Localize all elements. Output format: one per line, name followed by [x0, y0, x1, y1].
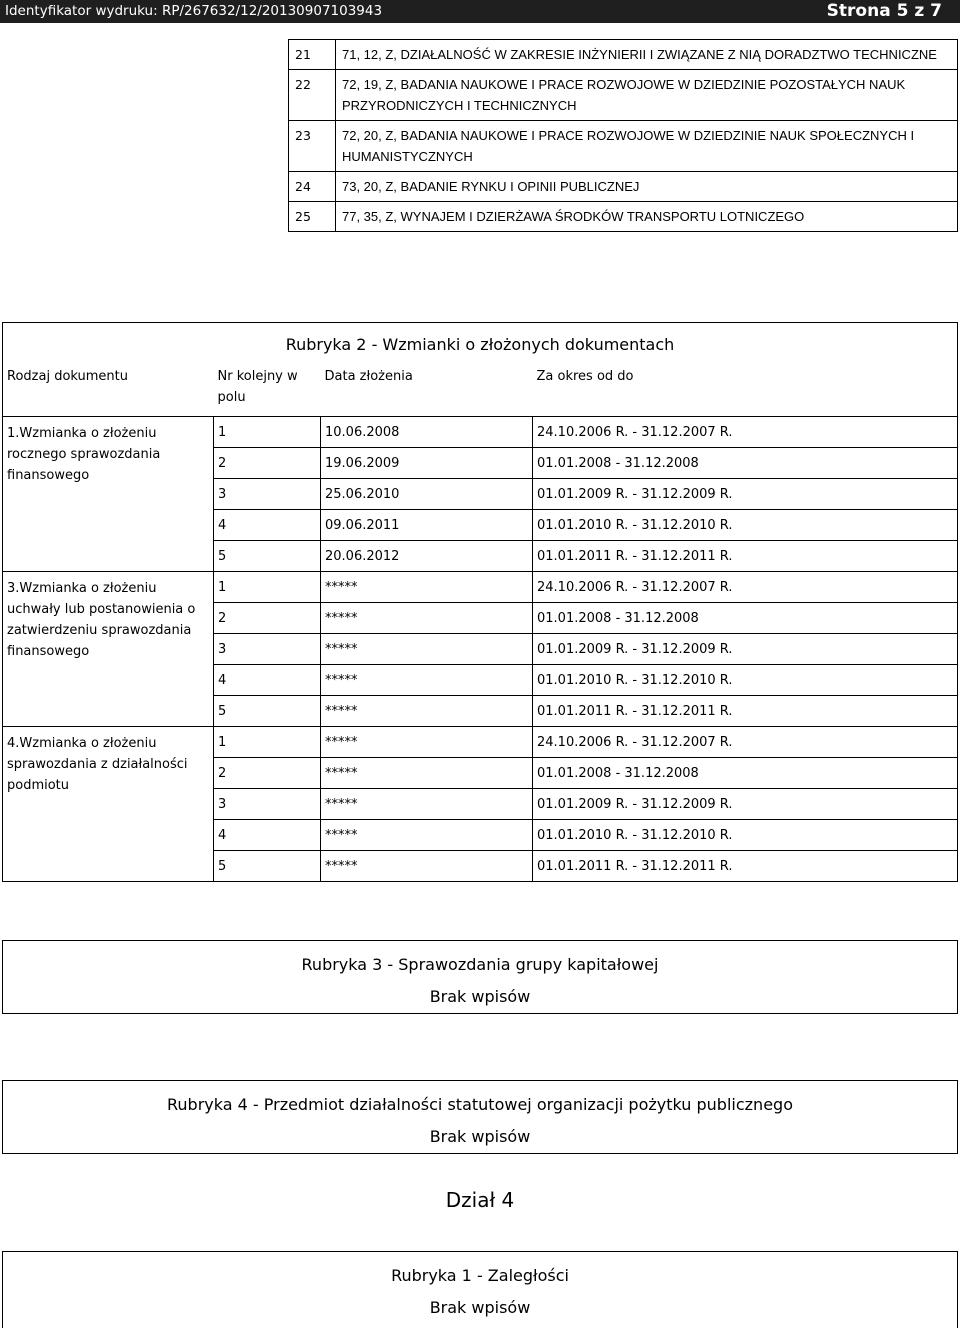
header-data: Data złożenia — [321, 358, 533, 417]
pkd-number: 22 — [289, 70, 336, 121]
entry-number: 3 — [214, 634, 321, 665]
rubryka-1-title: Rubryka 1 - Zaległości — [391, 1266, 569, 1285]
rubryka-2-title: Rubryka 2 - Wzmianki o złożonych dokumentach — [3, 323, 958, 359]
entry-number: 4 — [214, 665, 321, 696]
period: 01.01.2008 - 31.12.2008 — [533, 758, 958, 789]
submission-date: ***** — [321, 758, 533, 789]
period: 01.01.2010 R. - 31.12.2010 R. — [533, 510, 958, 541]
submission-date: ***** — [321, 696, 533, 727]
submission-date: ***** — [321, 851, 533, 882]
entry-number: 3 — [214, 479, 321, 510]
rubryka-4-box — [2, 1080, 958, 1154]
submission-date: 10.06.2008 — [321, 417, 533, 448]
entry-number: 1 — [214, 572, 321, 603]
pkd-number: 25 — [289, 202, 336, 232]
pkd-number: 24 — [289, 172, 336, 202]
submission-date: ***** — [321, 727, 533, 758]
rubryka-1-value: Brak wpisów — [429, 1298, 531, 1317]
submission-date: 19.06.2009 — [321, 448, 533, 479]
entry-number: 2 — [214, 758, 321, 789]
rubryka-3-title: Rubryka 3 - Sprawozdania grupy kapitałowej — [301, 955, 659, 974]
period: 01.01.2010 R. - 31.12.2010 R. — [533, 820, 958, 851]
rubryka-1-box — [2, 1251, 958, 1328]
entry-number: 1 — [214, 417, 321, 448]
submission-date: ***** — [321, 603, 533, 634]
pkd-description: 71, 12, Z, DZIAŁALNOŚĆ W ZAKRESIE INŻYNIERII I ZWIĄZANE Z NIĄ DORADZTWO TECHNICZNE — [336, 40, 958, 70]
pkd-description: 73, 20, Z, BADANIE RYNKU I OPINII PUBLICZNEJ — [336, 172, 958, 202]
pkd-description: 72, 19, Z, BADANIA NAUKOWE I PRACE ROZWOJOWE W DZIEDZINIE POZOSTAŁYCH NAUK PRZYRODNICZYCH I TECHNICZNYCH — [336, 70, 958, 121]
dzial-4-title: Dział 4 — [445, 1188, 515, 1212]
pkd-row — [289, 121, 958, 172]
submission-date: ***** — [321, 789, 533, 820]
pkd-row — [289, 202, 958, 232]
period: 01.01.2008 - 31.12.2008 — [533, 448, 958, 479]
entry-number: 5 — [214, 851, 321, 882]
print-header — [0, 0, 960, 23]
document-row — [3, 417, 958, 448]
period: 01.01.2011 R. - 31.12.2011 R. — [533, 541, 958, 572]
entry-number: 1 — [214, 727, 321, 758]
period: 01.01.2010 R. - 31.12.2010 R. — [533, 665, 958, 696]
submission-date: 25.06.2010 — [321, 479, 533, 510]
page-number: Strona 5 z 7 — [826, 1, 942, 21]
document-row — [3, 727, 958, 758]
period: 24.10.2006 R. - 31.12.2007 R. — [533, 417, 958, 448]
rubryka-2-table — [2, 322, 958, 882]
pkd-table — [288, 39, 958, 232]
period: 01.01.2011 R. - 31.12.2011 R. — [533, 696, 958, 727]
period: 01.01.2009 R. - 31.12.2009 R. — [533, 789, 958, 820]
print-identifier: Identyfikator wydruku: RP/267632/12/20130907103943 — [5, 3, 383, 19]
header-okres: Za okres od do — [533, 358, 958, 417]
period: 01.01.2011 R. - 31.12.2011 R. — [533, 851, 958, 882]
submission-date: 20.06.2012 — [321, 541, 533, 572]
entry-number: 5 — [214, 696, 321, 727]
submission-date: 09.06.2011 — [321, 510, 533, 541]
entry-number: 2 — [214, 603, 321, 634]
header-rodzaj: Rodzaj dokumentu — [3, 358, 214, 417]
submission-date: ***** — [321, 634, 533, 665]
rubryka-3-box — [2, 940, 958, 1014]
header-nr: Nr kolejny w polu — [214, 358, 321, 417]
document-type: 4.Wzmianka o złożeniu sprawozdania z działalności podmiotu — [3, 727, 214, 882]
submission-date: ***** — [321, 820, 533, 851]
pkd-number: 23 — [289, 121, 336, 172]
entry-number: 3 — [214, 789, 321, 820]
rubryka-4-title: Rubryka 4 - Przedmiot działalności statutowej organizacji pożytku publicznego — [167, 1095, 793, 1114]
entry-number: 2 — [214, 448, 321, 479]
pkd-description: 72, 20, Z, BADANIA NAUKOWE I PRACE ROZWOJOWE W DZIEDZINIE NAUK SPOŁECZNYCH I HUMANISTYCZNYCH — [336, 121, 958, 172]
period: 01.01.2009 R. - 31.12.2009 R. — [533, 479, 958, 510]
pkd-description: 77, 35, Z, WYNAJEM I DZIERŻAWA ŚRODKÓW TRANSPORTU LOTNICZEGO — [336, 202, 958, 232]
pkd-row — [289, 172, 958, 202]
entry-number: 4 — [214, 510, 321, 541]
document-row — [3, 572, 958, 603]
entry-number: 4 — [214, 820, 321, 851]
period: 01.01.2008 - 31.12.2008 — [533, 603, 958, 634]
rubryka-3-value: Brak wpisów — [429, 987, 531, 1006]
pkd-row — [289, 70, 958, 121]
period: 01.01.2009 R. - 31.12.2009 R. — [533, 634, 958, 665]
rubryka-4-value: Brak wpisów — [429, 1127, 531, 1146]
pkd-number: 21 — [289, 40, 336, 70]
document-type: 3.Wzmianka o złożeniu uchwały lub postanowienia o zatwierdzeniu sprawozdania finansowego — [3, 572, 214, 727]
period: 24.10.2006 R. - 31.12.2007 R. — [533, 727, 958, 758]
entry-number: 5 — [214, 541, 321, 572]
pkd-row — [289, 40, 958, 70]
document-type: 1.Wzmianka o złożeniu rocznego sprawozdania finansowego — [3, 417, 214, 572]
submission-date: ***** — [321, 665, 533, 696]
submission-date: ***** — [321, 572, 533, 603]
period: 24.10.2006 R. - 31.12.2007 R. — [533, 572, 958, 603]
